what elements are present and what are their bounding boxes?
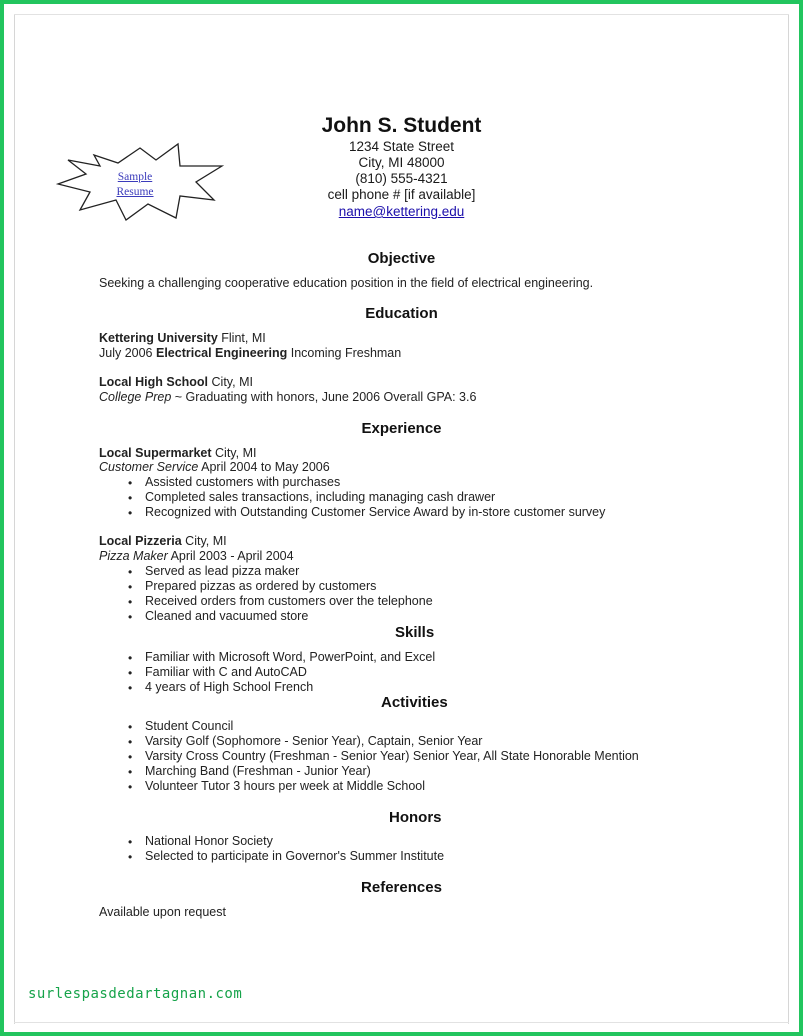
degree-date: July 2006 <box>99 346 156 360</box>
employer-location: City, MI <box>181 534 227 548</box>
section-heading-honors: Honors <box>389 809 442 826</box>
highschool-location: City, MI <box>208 375 253 389</box>
bullet-icon: • <box>128 476 133 490</box>
job-employer <box>99 534 227 548</box>
highschool-name: Local High School <box>99 375 209 389</box>
section-heading-skills: Skills <box>395 624 435 641</box>
employer-name: Local Pizzeria <box>99 534 182 548</box>
list-item: Varsity Golf (Sophomore - Senior Year), Captain, Senior Year <box>145 734 483 748</box>
bullet-icon: • <box>128 765 133 779</box>
list-item: Recognized with Outstanding Customer Service Award by in-store customer survey <box>145 505 606 519</box>
bullet-icon: • <box>128 780 133 794</box>
bullet-icon: • <box>128 580 133 594</box>
section-heading-references: References <box>361 879 442 896</box>
list-item: Assisted customers with purchases <box>145 475 341 489</box>
degree-status: Incoming Freshman <box>287 346 402 360</box>
list-item: Received orders from customers over the telephone <box>145 594 433 608</box>
list-item: Familiar with C and AutoCAD <box>145 665 307 679</box>
list-item: Marching Band (Freshman - Junior Year) <box>145 764 371 778</box>
bullet-icon: • <box>128 651 133 665</box>
section-heading-activities: Activities <box>381 694 448 711</box>
bullet-icon: • <box>128 506 133 520</box>
bullet-icon: • <box>128 666 133 680</box>
bullet-icon: • <box>128 850 133 864</box>
highschool-honors: ~ Graduating with honors, June 2006 Overall GPA: 3.6 <box>171 390 477 404</box>
list-item: Selected to participate in Governor's Summer Institute <box>145 849 445 863</box>
site-watermark: surlespasdedartagnan.com <box>28 986 243 1002</box>
job-title <box>99 549 294 563</box>
list-item: 4 years of High School French <box>145 680 314 694</box>
list-item: Familiar with Microsoft Word, PowerPoint, and Excel <box>145 650 436 664</box>
address-street: 1234 State Street <box>348 139 455 154</box>
bullet-icon: • <box>128 750 133 764</box>
list-item: Varsity Cross Country (Freshman - Senior Year) Senior Year, All State Honorable Mention <box>145 749 639 763</box>
address-city: City, MI 48000 <box>358 155 445 170</box>
bullet-icon: • <box>128 491 133 505</box>
email-link[interactable]: name@kettering.edu <box>338 204 465 219</box>
list-item: Cleaned and vacuumed store <box>145 609 309 623</box>
education-highschool <box>99 375 253 389</box>
education-degree <box>99 346 401 360</box>
section-heading-education: Education <box>365 305 438 322</box>
list-item: Completed sales transactions, including managing cash drawer <box>145 490 496 504</box>
bullet-icon: • <box>128 735 133 749</box>
job-title <box>99 460 330 474</box>
university-location: Flint, MI <box>217 331 266 345</box>
job-title-text: Pizza Maker <box>99 549 168 563</box>
bullet-icon: • <box>128 681 133 695</box>
stamp-line-2: Resume <box>116 186 154 198</box>
bullet-icon: • <box>128 565 133 579</box>
university-name: Kettering University <box>99 331 218 345</box>
bullet-icon: • <box>128 610 133 624</box>
inner-rule <box>14 1022 789 1023</box>
bullet-icon: • <box>128 835 133 849</box>
job-title-text: Customer Service <box>99 460 199 474</box>
list-item: National Honor Society <box>145 834 273 848</box>
cell-phone: cell phone # [if available] <box>327 187 476 202</box>
stamp-line-1: Sample <box>117 171 153 183</box>
objective-text: Seeking a challenging cooperative education position in the field of electrical engineering. <box>99 276 594 290</box>
list-item: Served as lead pizza maker <box>145 564 300 578</box>
candidate-name: John S. Student <box>321 114 482 137</box>
list-item: Volunteer Tutor 3 hours per week at Middle School <box>145 779 426 793</box>
section-heading-experience: Experience <box>361 420 442 437</box>
inner-rule <box>14 14 789 15</box>
education-university <box>99 331 266 345</box>
list-item: Prepared pizzas as ordered by customers <box>145 579 377 593</box>
list-item: Student Council <box>145 719 234 733</box>
degree-major: Electrical Engineering <box>155 346 288 360</box>
job-dates: April 2004 to May 2006 <box>198 460 330 474</box>
employer-location: City, MI <box>211 446 257 460</box>
bullet-icon: • <box>128 595 133 609</box>
section-heading-objective: Objective <box>367 250 436 267</box>
employer-name: Local Supermarket <box>99 446 212 460</box>
job-employer <box>99 446 256 460</box>
highschool-detail <box>99 390 476 404</box>
phone: (810) 555-4321 <box>355 171 448 186</box>
bullet-icon: • <box>128 720 133 734</box>
references-text: Available upon request <box>99 905 226 919</box>
highschool-track: College Prep <box>99 390 172 404</box>
job-dates: April 2003 - April 2004 <box>167 549 294 563</box>
